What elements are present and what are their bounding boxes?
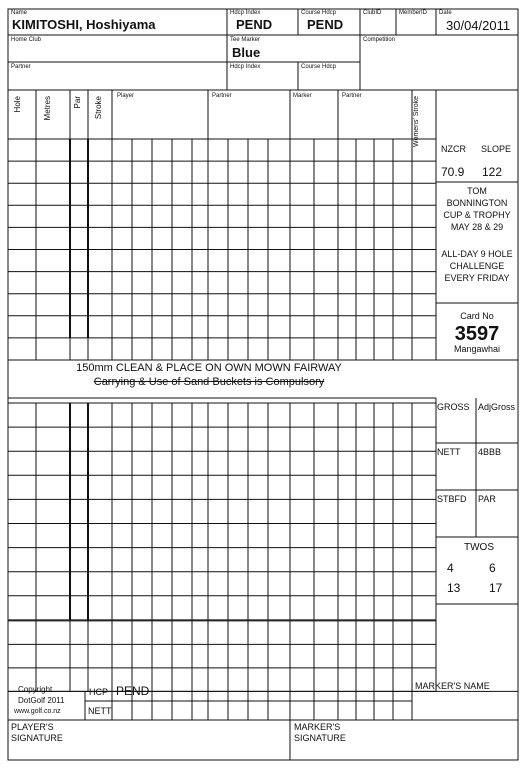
col-womens-stroke-header: Womens' Stroke [413,96,420,148]
clubid-label: ClubID [363,10,382,16]
date-label: Date [439,10,452,16]
col-metres-header: Metres [43,96,52,121]
col-hole-header: Hole [13,96,22,113]
twos-value-4: 17 [489,581,503,595]
competition-label: Competition [363,37,396,43]
copyright-line-1: Copyright [18,685,53,694]
markers-signature-line-1: MARKER'S [294,722,341,732]
twos-value-3: 13 [447,581,461,595]
twos-label: TWOS [464,542,494,553]
promo-line-1: TOM [467,186,487,196]
slope-label: SLOPE [481,144,512,154]
memberid-label: MemberID [399,10,428,16]
col-partner2-header: Partner [342,93,362,99]
club-name: Mangawhai [453,344,501,354]
nzcr-value: 70.9 [441,165,465,179]
promo-line-5: ALL-DAY 9 HOLE [441,249,513,259]
tee-marker-value: Blue [232,45,261,60]
footer-nett-label: NETT [88,706,112,716]
partner-hdcp-index-label: Hdcp Index [230,64,261,70]
col-par-header: Par [73,96,82,109]
adj-gross-label: AdjGross [478,402,516,412]
col-stroke-header: Stroke [94,96,103,120]
players-signature-line-1: PLAYER'S [11,722,54,732]
home-club-label: Home Club [11,37,42,43]
twos-value-1: 4 [447,561,454,575]
stbfd-label: STBFD [437,494,467,504]
twos-value-2: 6 [489,561,496,575]
col-player-header: Player [117,93,135,99]
player-name: KIMITOSHI, Hoshiyama [12,17,156,32]
gross-label: GROSS [437,402,470,412]
tee-marker-label: Tee Marker [230,37,261,43]
par-result-label: PAR [478,494,496,504]
promo-line-2: BONNINGTON [446,198,508,208]
markers-name-label: MARKER'S NAME [415,681,490,691]
col-marker-header: Marker [293,93,312,99]
hdcp-index-label: Hdcp Index [230,10,261,16]
copyright-line-2: DotGolf 2011 [18,696,65,705]
course-hdcp-label: Course Hdcp [301,10,337,16]
notice-line-1: 150mm CLEAN & PLACE ON OWN MOWN FAIRWAY [76,362,342,374]
nett-label: NETT [437,447,461,457]
hcp-value: PEND [116,684,150,698]
course-hdcp-value: PEND [307,17,344,32]
promo-line-7: EVERY FRIDAY [444,273,510,283]
name-label: Name [11,10,28,16]
slope-value: 122 [482,165,503,179]
col-partner-header: Partner [212,93,232,99]
nzcr-label: NZCR [441,144,466,154]
card-no-label: Card No [460,311,494,321]
4bbb-label: 4BBB [478,447,502,457]
partner-course-hdcp-label: Course Hdcp [301,64,337,70]
promo-line-4: MAY 28 & 29 [450,222,504,232]
players-signature-line-2: SIGNATURE [11,733,63,743]
card-date: 30/04/2011 [446,18,511,33]
notice-line-2: Carrying & Use of Sand Buckets is Compulsory [93,376,325,388]
promo-line-6: CHALLENGE [449,261,505,271]
copyright-line-3: www.golf.co.nz [14,708,61,715]
hcp-label: HCP [89,687,109,697]
hdcp-index-value: PEND [236,17,273,32]
promo-line-3: CUP & TROPHY [443,210,511,220]
markers-signature-line-2: SIGNATURE [294,733,346,743]
card-number: 3597 [454,323,500,345]
partner-label: Partner [11,64,31,70]
